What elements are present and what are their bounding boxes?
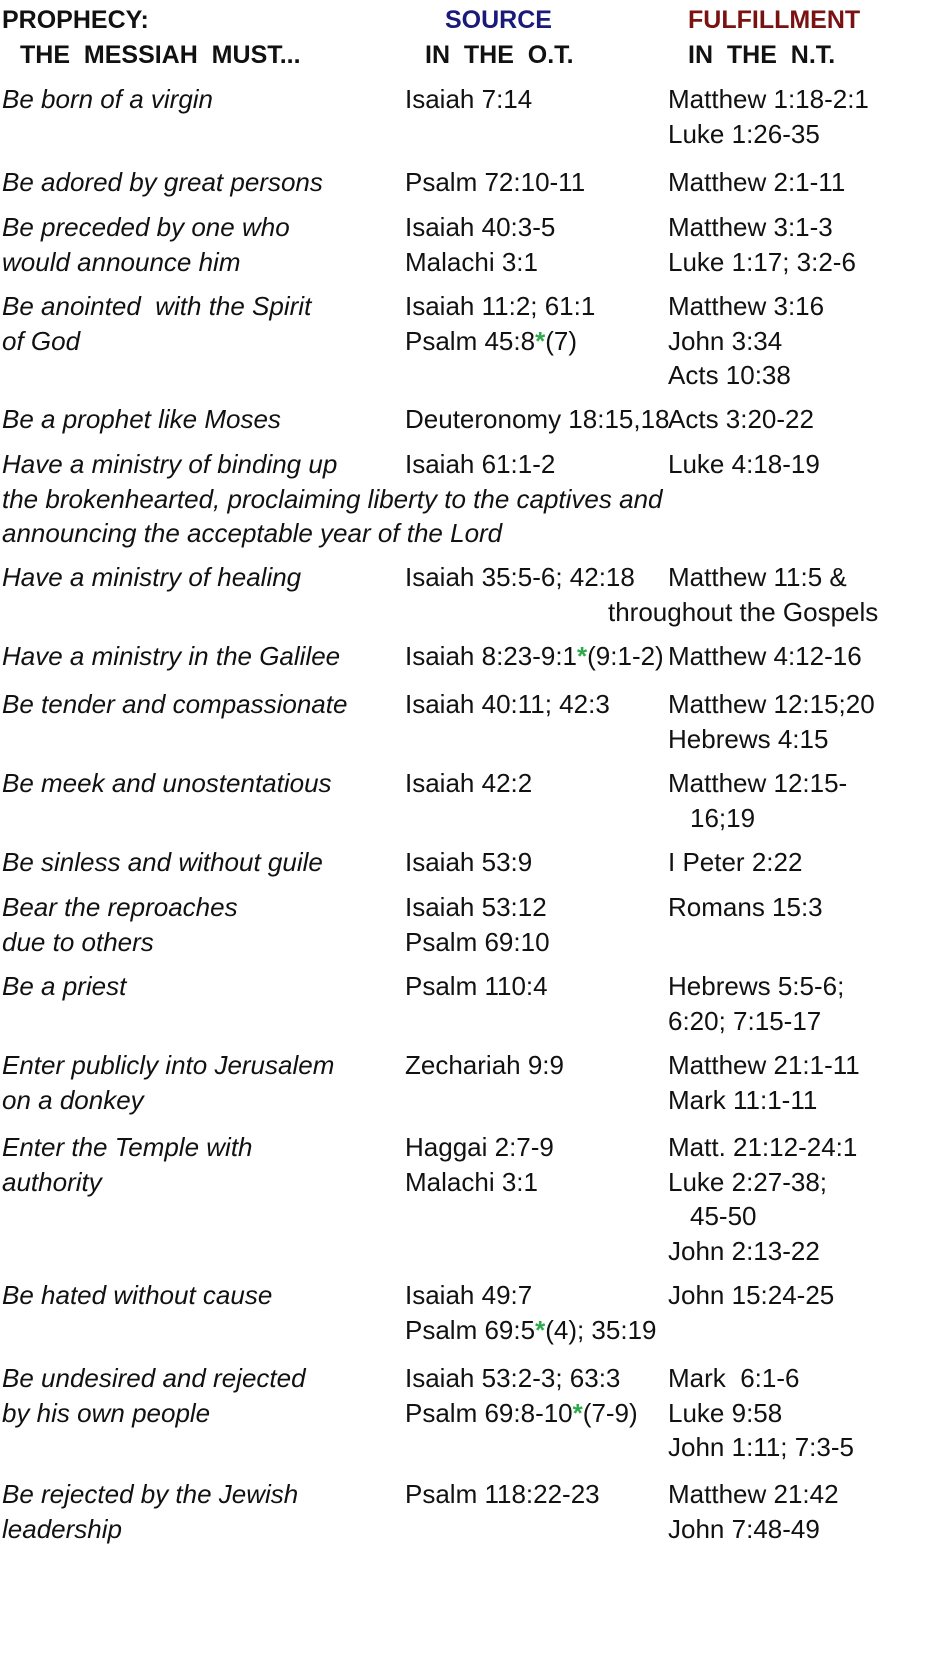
- source-text: Malachi 3:1: [405, 246, 538, 277]
- prophecy-text: Have a ministry in the Galilee: [2, 641, 341, 671]
- fulfillment-text: Hebrews 4:15: [668, 723, 829, 754]
- prophecy-text: announcing the acceptable year of the Lord: [2, 518, 503, 548]
- fulfillment-text: Matt. 21:12-24:1: [668, 1132, 858, 1162]
- fulfillment-text: Luke 4:18-19: [668, 449, 820, 479]
- fulfillment-text: I Peter 2:22: [668, 847, 803, 877]
- source-text: Isaiah 53:2-3; 63:3: [405, 1363, 621, 1393]
- source-text: Isaiah 61:1-2: [405, 449, 556, 479]
- source-text: Psalm 118:22-23: [405, 1479, 600, 1509]
- prophecy-text: Be preceded by one who: [2, 212, 290, 242]
- fulfillment-text: Matthew 3:16: [668, 291, 825, 321]
- source-text: Deuteronomy 18:15,18: [405, 404, 670, 434]
- prophecy-text: Be rejected by the Jewish: [2, 1479, 299, 1509]
- prophecy-text: Be anointed with the Spirit: [2, 291, 312, 321]
- fulfillment-text: Romans 15:3: [668, 892, 823, 922]
- fulfillment-text: Matthew 2:1-11: [668, 167, 846, 197]
- header-prophecy: PROPHECY:: [2, 6, 149, 34]
- fulfillment-text: 6:20; 7:15-17: [668, 1005, 822, 1036]
- fulfillment-text: Luke 9:58: [668, 1397, 783, 1428]
- fulfillment-text: Matthew 4:12-16: [668, 641, 862, 671]
- fulfillment-text: Matthew 12:15;20: [668, 689, 875, 719]
- source-text: Isaiah 35:5-6; 42:18: [405, 562, 635, 592]
- prophecy-text: Have a ministry of binding up: [2, 449, 338, 479]
- prophecy-text: Be a prophet like Moses: [2, 404, 281, 434]
- prophecy-text: of God: [2, 325, 81, 356]
- asterisk-marker: *: [535, 325, 546, 356]
- prophecy-text: leadership: [2, 1513, 122, 1544]
- asterisk-marker: *: [577, 641, 588, 671]
- fulfillment-text: Matthew 3:1-3: [668, 212, 833, 242]
- fulfillment-text: 16;19: [690, 802, 756, 833]
- fulfillment-text: John 2:13-22: [668, 1235, 820, 1266]
- prophecy-text: authority: [2, 1166, 102, 1197]
- fulfillment-text: Mark 6:1-6: [668, 1363, 800, 1393]
- source-text: Psalm 69:10: [405, 926, 550, 957]
- fulfillment-text: Matthew 1:18-2:1: [668, 84, 869, 114]
- fulfillment-text: Hebrews 5:5-6;: [668, 971, 845, 1001]
- fulfillment-text: John 15:24-25: [668, 1280, 835, 1310]
- fulfillment-text: Mark 11:1-11: [668, 1084, 818, 1115]
- fulfillment-text: Matthew 21:1-11: [668, 1050, 860, 1080]
- source-text: Psalm 45:8*(7): [405, 325, 577, 356]
- prophecy-text: on a donkey: [2, 1084, 144, 1115]
- prophecy-text: Be tender and compassionate: [2, 689, 348, 719]
- prophecy-text: Be adored by great persons: [2, 167, 323, 197]
- prophecy-text: Be a priest: [2, 971, 127, 1001]
- prophecy-text: Enter publicly into Jerusalem: [2, 1050, 335, 1080]
- fulfillment-text: John 7:48-49: [668, 1513, 820, 1544]
- source-text: Psalm 72:10-11: [405, 167, 586, 197]
- prophecy-text: Be hated without cause: [2, 1280, 273, 1310]
- asterisk-marker: *: [535, 1314, 546, 1345]
- fulfillment-text: Luke 1:17; 3:2-6: [668, 246, 856, 277]
- source-text: Isaiah 53:12: [405, 892, 547, 922]
- source-text: Isaiah 40:3-5: [405, 212, 556, 242]
- header-fulfillment: FULFILLMENT: [688, 6, 861, 34]
- source-text: Isaiah 7:14: [405, 84, 533, 114]
- prophecy-text: Be sinless and without guile: [2, 847, 323, 877]
- source-text: Malachi 3:1: [405, 1166, 538, 1197]
- asterisk-marker: *: [572, 1397, 583, 1428]
- prophecy-text: by his own people: [2, 1397, 211, 1428]
- prophecy-text: Be born of a virgin: [2, 84, 214, 114]
- source-text: Zechariah 9:9: [405, 1050, 564, 1080]
- fulfillment-text: Matthew 12:15-: [668, 768, 848, 798]
- prophecy-text: Be meek and unostentatious: [2, 768, 332, 798]
- fulfillment-text: Luke 1:26-35: [668, 118, 820, 149]
- prophecy-text: due to others: [2, 926, 154, 957]
- header-fulfillment-sub: IN THE N.T.: [688, 41, 836, 69]
- prophecy-text: Have a ministry of healing: [2, 562, 302, 592]
- fulfillment-text: Matthew 11:5 &: [668, 562, 847, 592]
- header-source-sub: IN THE O.T.: [425, 41, 574, 69]
- source-text: Isaiah 42:2: [405, 768, 533, 798]
- fulfillment-text: Matthew 21:42: [668, 1479, 839, 1509]
- source-text: Psalm 69:8-10*(7-9): [405, 1397, 638, 1428]
- fulfillment-text: throughout the Gospels: [608, 596, 879, 627]
- source-text: Isaiah 40:11; 42:3: [405, 689, 610, 719]
- prophecy-text: Bear the reproaches: [2, 892, 238, 922]
- source-text: Isaiah 8:23-9:1*(9:1-2): [405, 641, 664, 671]
- header-source: SOURCE: [445, 6, 552, 34]
- prophecy-text: Be undesired and rejected: [2, 1363, 306, 1393]
- source-text: Psalm 110:4: [405, 971, 548, 1001]
- source-text: Isaiah 49:7: [405, 1280, 533, 1310]
- source-text: Haggai 2:7-9: [405, 1132, 554, 1162]
- prophecy-text: would announce him: [2, 246, 241, 277]
- fulfillment-text: Luke 2:27-38;: [668, 1166, 828, 1197]
- fulfillment-text: John 1:11; 7:3-5: [668, 1432, 854, 1462]
- fulfillment-text: John 3:34: [668, 325, 783, 356]
- prophecy-text: the brokenhearted, proclaiming liberty to the captives and: [2, 483, 663, 514]
- source-text: Psalm 69:5*(4); 35:19: [405, 1314, 657, 1345]
- prophecy-text: Enter the Temple with: [2, 1132, 253, 1162]
- header-prophecy-sub: THE MESSIAH MUST...: [20, 41, 301, 69]
- fulfillment-text: Acts 3:20-22: [668, 404, 814, 434]
- source-text: Isaiah 11:2; 61:1: [405, 291, 596, 321]
- source-text: Isaiah 53:9: [405, 847, 533, 877]
- fulfillment-text: 45-50: [690, 1201, 757, 1231]
- fulfillment-text: Acts 10:38: [668, 360, 791, 390]
